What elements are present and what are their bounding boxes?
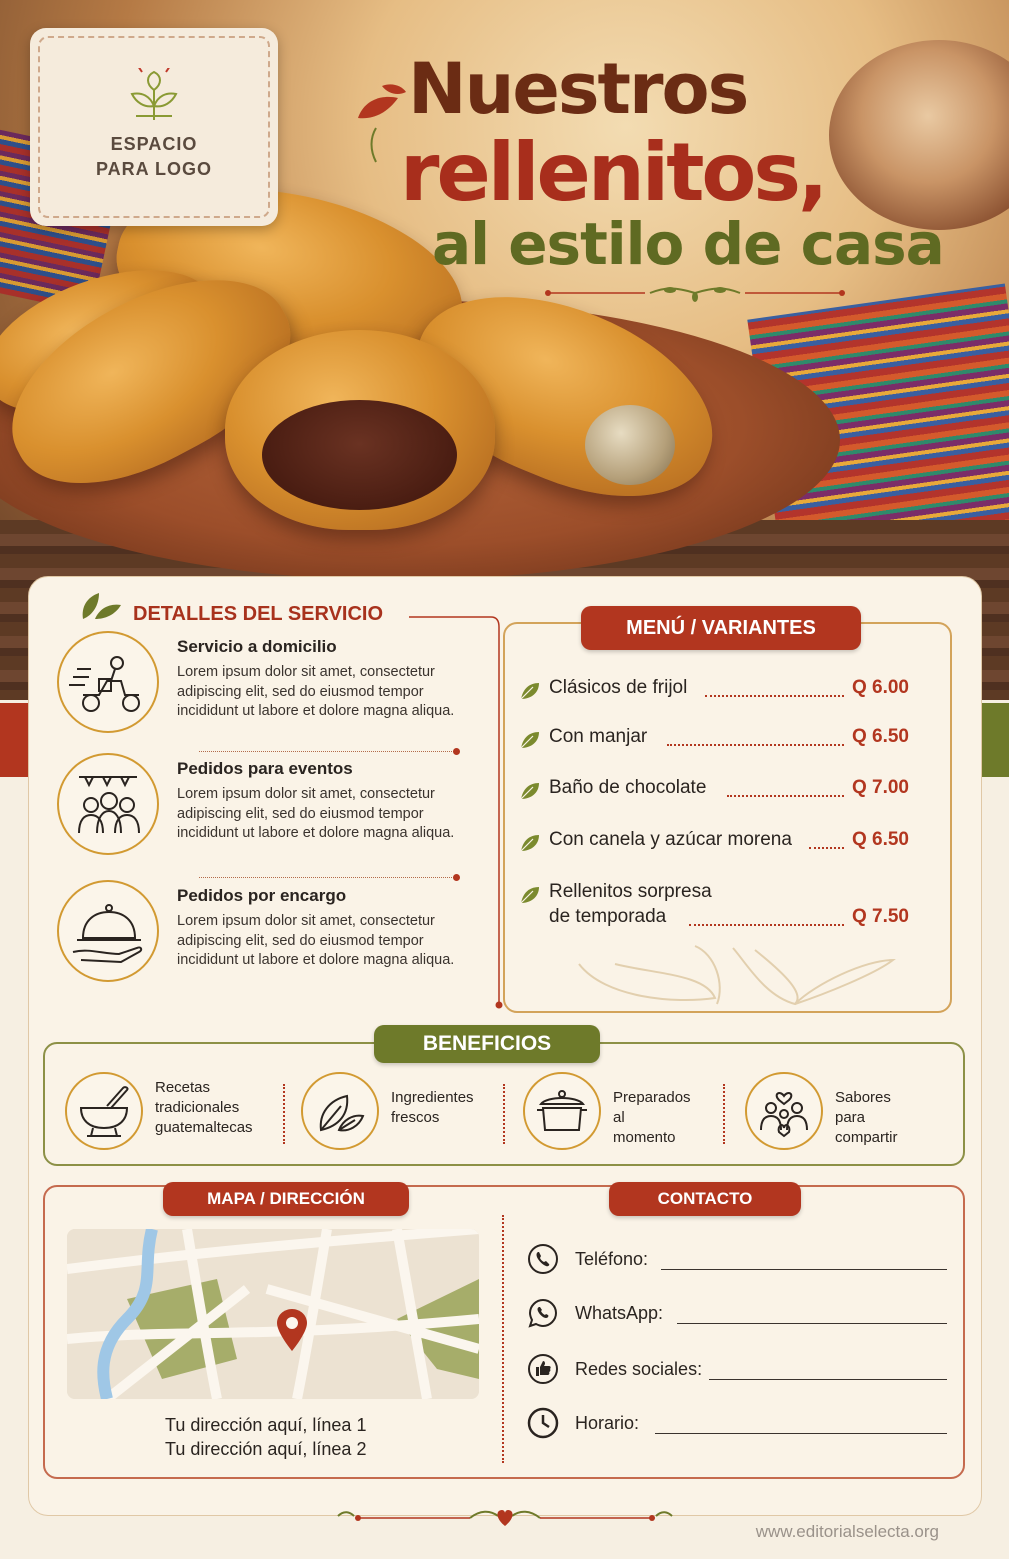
leaf-icon (519, 885, 541, 905)
family-icon (747, 1074, 821, 1148)
benefit-text (391, 1088, 474, 1128)
headline-line1: Nuestros (408, 48, 748, 130)
benefit-line: Sabores para (835, 1089, 891, 1126)
menu-item (519, 726, 919, 754)
menu-item-name: Con manjar (549, 726, 648, 747)
leaves-icon (77, 589, 123, 621)
menu-item (519, 881, 919, 937)
service-orders (57, 880, 477, 990)
leader-dots (727, 795, 844, 797)
leader-dots (809, 847, 844, 849)
map-pin-icon (275, 1307, 309, 1353)
menu-item-price: Q 6.50 (851, 829, 909, 850)
logo-text-line2: PARA LOGO (96, 159, 212, 179)
bean-filling (262, 400, 457, 510)
leader-dots (689, 924, 844, 926)
service-text: Lorem ipsum dolor sit amet, consectetur adipiscing elit, sed do eiusmod tempor incididunt ut labore et dolore magna aliqua. (177, 664, 455, 719)
menu-item-price: Q 7.50 (851, 906, 909, 927)
divider (502, 1215, 504, 1463)
contact-label: Redes sociales: (575, 1359, 703, 1379)
menu-item-price: Q 6.00 (851, 677, 909, 698)
location-contact-box (43, 1185, 965, 1479)
benefit-separator (723, 1084, 725, 1144)
service-icon-circle (57, 631, 159, 733)
footer-ornament (330, 1502, 680, 1532)
manjar-filling (585, 405, 675, 485)
contact-whatsapp (527, 1297, 947, 1333)
benefit-icon-circle (65, 1072, 143, 1150)
benefit-line: Ingredientes (391, 1089, 474, 1106)
people-icon (59, 755, 157, 853)
scooter-icon (59, 633, 157, 731)
leaf-icon (519, 730, 541, 750)
menu-item-price: Q 6.50 (851, 726, 909, 747)
service-text: Lorem ipsum dolor sit amet, consectetur adipiscing elit, sed do eiusmod tempor incididunt ut labore et dolore magna aliqua. (177, 913, 455, 968)
map-title: MAPA / DIRECCIÓN (163, 1182, 409, 1216)
leaf-icon (519, 681, 541, 701)
red-band (0, 703, 30, 777)
menu-item (519, 677, 919, 705)
address-line1: Tu dirección aquí, línea 1 (165, 1415, 367, 1435)
whatsapp-icon (527, 1297, 559, 1329)
benefits-title: BENEFICIOS (374, 1025, 600, 1063)
menu-title: MENÚ / VARIANTES (581, 606, 861, 650)
contact-label: Teléfono: (575, 1249, 649, 1269)
sprout-icon (114, 68, 194, 128)
leader-dots (705, 695, 844, 697)
menu-item (519, 829, 919, 857)
pot-icon (525, 1074, 599, 1148)
service-delivery (57, 631, 477, 741)
benefit-separator (503, 1084, 505, 1144)
mortar-icon (67, 1074, 141, 1148)
hours-field[interactable] (655, 1433, 947, 1434)
headline (360, 48, 960, 308)
service-events (57, 753, 477, 863)
benefit-icon-circle (745, 1072, 823, 1150)
benefit-separator (283, 1084, 285, 1144)
headline-line2: rellenitos, (400, 126, 826, 219)
leaf-icon (519, 833, 541, 853)
clock-icon (527, 1407, 559, 1439)
menu-item (519, 777, 919, 805)
service-text: Lorem ipsum dolor sit amet, consectetur adipiscing elit, sed do eiusmod tempor incididunt ut labore et dolore magna aliqua. (177, 786, 455, 841)
leaves-icon (303, 1074, 377, 1148)
services-title: DETALLES DEL SERVICIO (133, 603, 384, 625)
phone-field[interactable] (661, 1269, 947, 1270)
leaf-icon (519, 781, 541, 801)
benefit-icon-circle (301, 1072, 379, 1150)
divider (199, 877, 454, 878)
menu-item-price: Q 7.00 (851, 777, 909, 798)
contact-label: WhatsApp: (575, 1303, 664, 1323)
contact-title: CONTACTO (609, 1182, 801, 1216)
address-line2: Tu dirección aquí, línea 2 (165, 1439, 367, 1459)
service-icon-circle (57, 880, 159, 982)
logo-text-line1: ESPACIO (110, 134, 198, 154)
map-graphic (67, 1229, 479, 1399)
menu-item-name: Rellenitos sorpresa (549, 881, 712, 902)
service-title: Servicio a domicilio (177, 637, 337, 656)
divider-ornament (545, 283, 845, 303)
benefit-line: Preparados (613, 1089, 691, 1106)
logo-placeholder (30, 28, 278, 226)
benefit-line: compartir (835, 1129, 898, 1146)
website-url[interactable]: www.editorialselecta.org (755, 1522, 939, 1541)
contact-social (527, 1353, 947, 1389)
benefit-text (835, 1088, 898, 1148)
contact-phone (527, 1243, 947, 1279)
menu-item-name: Baño de chocolate (549, 777, 707, 798)
banana-sketch (575, 934, 905, 1009)
benefit-line: al momento (613, 1109, 676, 1146)
contact-hours (527, 1407, 947, 1443)
benefit-line: guatemaltecas (155, 1119, 253, 1136)
menu-item-name: Con canela y azúcar morena (549, 829, 792, 850)
benefit-text (155, 1078, 253, 1138)
divider (199, 751, 454, 752)
service-title: Pedidos por encargo (177, 886, 347, 905)
info-card (28, 576, 982, 1516)
contact-label: Horario: (575, 1413, 640, 1433)
benefit-text (613, 1088, 691, 1148)
benefit-icon-circle (523, 1072, 601, 1150)
map[interactable] (67, 1229, 479, 1399)
benefit-line: tradicionales (155, 1099, 240, 1116)
cloche-icon (59, 882, 157, 980)
thumbs-up-icon (527, 1353, 559, 1385)
headline-line3: al estilo de casa (432, 210, 944, 278)
green-band (979, 703, 1009, 777)
menu-item-name-line2: de temporada (549, 906, 667, 927)
service-icon-circle (57, 753, 159, 855)
benefit-line: frescos (391, 1109, 440, 1126)
leader-dots (667, 744, 844, 746)
whatsapp-field[interactable] (677, 1323, 947, 1324)
benefit-line: Recetas (155, 1079, 211, 1096)
social-field[interactable] (709, 1379, 947, 1380)
menu-item-name: Clásicos de frijol (549, 677, 688, 698)
service-title: Pedidos para eventos (177, 759, 353, 778)
phone-icon (527, 1243, 559, 1275)
